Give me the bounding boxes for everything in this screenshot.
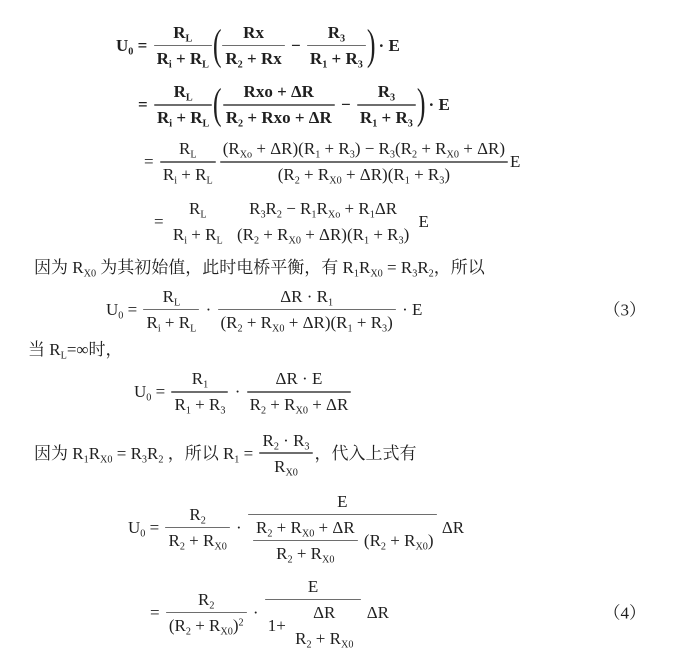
fraction <box>218 286 396 333</box>
equation-3 <box>106 286 676 333</box>
math-text: = <box>150 602 164 622</box>
equation-4 <box>150 576 676 649</box>
subscript: 3 <box>304 441 310 453</box>
math-text: · <box>248 602 263 622</box>
subscript: X0 <box>446 149 459 161</box>
math-text: $R_L$ <box>173 23 193 45</box>
subscript: 2 <box>253 235 260 247</box>
math-text: − <box>336 95 355 115</box>
math-text: $R_i + R_L$ <box>146 312 197 335</box>
subscript: 2 <box>200 515 206 527</box>
fraction-numerator <box>220 138 508 159</box>
subscript: 1 <box>322 59 328 71</box>
subscript: 2 <box>294 175 300 187</box>
subscript: 2 <box>273 441 279 453</box>
equation-step-substitute-rxo <box>138 81 676 128</box>
math-text <box>228 211 232 232</box>
fraction-denominator <box>265 602 362 649</box>
subscript: 1 <box>328 297 334 309</box>
subscript: 2 <box>185 626 191 638</box>
subscript: 2 <box>179 541 185 553</box>
fraction-numerator <box>305 576 321 597</box>
subscript: 0 <box>128 46 134 58</box>
fraction-bar <box>222 45 284 47</box>
math-text: = <box>154 211 168 231</box>
fraction-numerator <box>170 22 195 43</box>
fraction-denominator <box>218 312 396 333</box>
subscript: X0 <box>214 541 227 553</box>
fraction-numerator <box>277 286 336 307</box>
big-close-paren: ) <box>366 20 376 69</box>
fraction-bar <box>170 220 226 222</box>
subscript: 3 <box>412 268 418 280</box>
subscript: X0 <box>415 541 428 553</box>
math-text: 当 $R_L=\infty$时， <box>28 340 123 362</box>
math-text: $R_2 + R_{X0} + \Delta R$ <box>249 395 349 417</box>
subscript: 2 <box>267 528 273 540</box>
subscript: 3 <box>260 209 266 221</box>
fraction-numerator <box>186 504 208 525</box>
fraction-bar <box>357 104 416 106</box>
fraction-denominator <box>165 530 229 551</box>
math-text: ΔR <box>438 517 465 537</box>
subscript: 2 <box>238 118 244 130</box>
subscript: L <box>202 59 209 71</box>
subscript: 1 <box>404 175 410 187</box>
fraction-bar <box>292 625 356 627</box>
fraction <box>265 576 362 649</box>
text-bridge-balance-condition <box>34 257 676 278</box>
fraction-denominator <box>292 628 356 649</box>
math-row <box>134 368 353 415</box>
subscript: 2 <box>237 323 243 335</box>
fraction-denominator <box>154 48 212 69</box>
fraction <box>154 81 212 128</box>
math-text: $R_{X0}$ <box>274 456 298 479</box>
math-text: $R_L$ <box>178 139 197 161</box>
fraction-bar <box>160 161 216 163</box>
subscript: i <box>169 118 173 130</box>
subscript: 2 <box>276 209 282 221</box>
equation-step-common-denominator <box>144 138 676 185</box>
fraction <box>170 198 226 245</box>
fraction <box>292 602 356 649</box>
fraction-numerator <box>189 368 211 389</box>
fraction-denominator <box>170 224 226 245</box>
subscript: i <box>157 323 161 335</box>
subscript: L <box>173 297 181 309</box>
math-text: $R_2 + R_{X0}$ <box>276 543 335 566</box>
math-row <box>34 257 485 278</box>
subscript: L <box>190 323 197 335</box>
subscript: 1 <box>353 268 359 280</box>
subscript: 0 <box>118 310 124 322</box>
fraction <box>160 138 216 185</box>
subscript: X0 <box>322 554 335 566</box>
subscript: 0 <box>140 528 146 540</box>
math-text: 因为 $R_1R_{X0} = R_3R_2$ ，所以 $R_1$ = <box>34 443 258 466</box>
fraction-bar <box>259 452 312 454</box>
math-text: $(R_2 + R_{X0})^2$ <box>168 615 244 638</box>
fraction-denominator <box>166 615 247 636</box>
fraction <box>357 81 416 128</box>
subscript: X0 <box>288 235 301 247</box>
math-text: 1+ <box>267 615 291 635</box>
fraction-bar <box>171 391 228 393</box>
fraction-numerator <box>195 589 217 610</box>
subscript: 2 <box>287 554 293 566</box>
fraction-numerator <box>375 81 398 102</box>
math-text: $R_1 + R_3$ <box>359 108 413 130</box>
fraction-denominator <box>273 543 337 564</box>
fraction-bar <box>165 527 229 529</box>
fraction-denominator <box>160 164 216 185</box>
fraction-bar <box>166 612 247 614</box>
subscript: X0 <box>285 467 298 479</box>
subscript: i <box>184 235 188 247</box>
math-row <box>28 339 123 360</box>
math-text: $R_i + R_L$ <box>172 224 223 247</box>
subscript: 3 <box>339 33 346 45</box>
fraction-numerator <box>253 517 358 538</box>
subscript: 1 <box>83 454 89 466</box>
math-row <box>154 198 429 245</box>
fraction-numerator <box>325 22 348 43</box>
fraction-denominator <box>357 107 416 128</box>
fraction-bar <box>220 161 508 163</box>
math-row <box>144 138 520 185</box>
math-row <box>116 22 400 69</box>
fraction-numerator <box>273 368 326 389</box>
math-text: $R_1 + R_3$ <box>309 48 363 71</box>
equations-container <box>0 22 676 649</box>
fraction <box>307 22 366 69</box>
math-text: $R_2$ <box>189 504 206 527</box>
fraction-bar <box>218 309 396 311</box>
fraction-denominator <box>143 312 199 333</box>
math-row <box>106 286 422 333</box>
math-text: · <box>201 299 216 319</box>
math-text: $R_2 \cdot R_3$ <box>262 430 310 453</box>
math-text: − <box>286 35 305 55</box>
math-text: $R_3$ <box>327 23 346 45</box>
math-row <box>251 517 434 564</box>
fraction-numerator <box>246 198 400 219</box>
fraction-bar <box>248 514 437 516</box>
math-text: Rx <box>243 23 264 42</box>
math-text: $U_0$ = <box>134 382 170 404</box>
math-text: E <box>307 576 319 596</box>
equation-u0-definition <box>116 22 676 69</box>
big-close-paren: ) <box>416 80 426 129</box>
math-text: = <box>138 95 152 115</box>
fraction <box>223 81 335 128</box>
subscript: Xo <box>327 209 341 221</box>
subscript: 3 <box>357 59 363 71</box>
math-text: $(R_2 + R_{X0} + \Delta R)(R_1 + R_3)$ <box>236 224 410 247</box>
subscript: 3 <box>389 92 396 104</box>
math-text: · E <box>424 95 450 115</box>
subscript: 3 <box>439 175 445 187</box>
fraction-bar <box>253 540 358 542</box>
math-row <box>34 430 417 477</box>
math-row <box>138 81 450 128</box>
fraction-bar <box>223 104 335 106</box>
fraction <box>220 138 508 185</box>
subscript: 3 <box>389 149 395 161</box>
math-row <box>268 602 359 649</box>
fraction <box>248 491 437 564</box>
math-text: E <box>337 491 348 511</box>
math-text: $U_0$ = <box>128 517 164 540</box>
equation-number: （3） <box>603 299 646 319</box>
fraction-numerator <box>259 430 312 451</box>
fraction-denominator <box>171 394 228 415</box>
subscript: 3 <box>220 405 226 417</box>
math-text: $R_i + R_L$ <box>162 165 213 187</box>
fraction-numerator <box>160 286 184 307</box>
subscript: 1 <box>347 323 353 335</box>
subscript: i <box>174 175 178 187</box>
subscript: 2 <box>158 454 164 466</box>
math-text: $R_i + R_L$ <box>156 108 210 130</box>
math-text: $(R_2 + R_{X0} + \Delta R)(R_1 + R_3)$ <box>220 312 393 335</box>
fraction-bar <box>234 220 412 222</box>
equation-number: （4） <box>603 602 646 622</box>
math-text: ，代入上式有 <box>314 443 417 463</box>
math-text: ΔR <box>363 602 390 622</box>
fraction-numerator <box>334 491 350 512</box>
subscript: 1 <box>372 118 378 130</box>
math-text: E <box>510 152 521 172</box>
subscript: 1 <box>311 209 317 221</box>
subscript: X0 <box>83 268 97 280</box>
subscript: X0 <box>295 405 308 417</box>
fraction <box>247 368 352 415</box>
fraction <box>143 286 199 333</box>
fraction-numerator <box>241 81 317 102</box>
subscript: L <box>200 209 207 221</box>
superscript: 2 <box>238 617 244 629</box>
subscript: 3 <box>398 235 404 247</box>
fraction-denominator <box>248 517 437 564</box>
subscript: L <box>60 350 67 362</box>
subscript: 2 <box>209 600 215 612</box>
subscript: 2 <box>237 59 243 71</box>
math-text: $R_2 + R_{X0}$ <box>295 628 354 651</box>
math-row <box>128 491 464 564</box>
subscript: X0 <box>340 639 354 651</box>
subscript: L <box>216 235 223 247</box>
fraction-denominator <box>247 394 352 415</box>
math-text: $R_1$ <box>191 369 209 391</box>
fraction-bar <box>143 309 199 311</box>
math-text: $U_0$ = <box>116 35 152 58</box>
text-substitute-r1 <box>34 430 676 477</box>
math-row <box>150 576 389 649</box>
math-text: $R_L$ <box>162 287 181 309</box>
fraction-numerator <box>240 22 267 43</box>
subscript: 1 <box>315 149 321 161</box>
subscript: 2 <box>306 639 312 651</box>
subscript: 3 <box>382 323 388 335</box>
math-text: $R_i + R_L$ <box>156 48 209 71</box>
equation-u0-rl-infinite <box>134 368 676 415</box>
math-text: $R_L$ <box>188 198 207 221</box>
subscript: L <box>190 149 197 161</box>
equation-step-simplified-numerator <box>154 198 676 245</box>
math-text: E <box>414 211 429 231</box>
fraction <box>259 430 312 477</box>
math-text: $\Delta R \cdot R_1$ <box>280 287 334 309</box>
math-text: · E <box>374 35 400 55</box>
math-text: Rxo + ΔR <box>243 82 314 102</box>
fraction <box>166 589 247 636</box>
math-text: $R_L$ <box>173 82 193 104</box>
subscript: 1 <box>185 405 191 417</box>
fraction <box>253 517 358 564</box>
fraction-bar <box>265 599 362 601</box>
fraction <box>165 504 229 551</box>
fraction-numerator <box>171 81 196 102</box>
fraction-denominator <box>154 107 212 128</box>
math-text: $R_1 + R_3$ <box>174 395 226 417</box>
subscript: 2 <box>428 268 434 280</box>
math-text: = <box>144 152 158 172</box>
math-text: 因为 $R_{X0}$ 为其初始值，此时电桥平衡，有 $R_1R_{X0} = R_3R_2$，所以 <box>34 257 485 280</box>
math-text: · <box>231 517 246 537</box>
math-text: · E <box>397 299 423 319</box>
subscript: 2 <box>260 405 267 417</box>
subscript: 1 <box>203 380 209 391</box>
fraction-denominator <box>307 48 366 69</box>
math-text: $R_2$ <box>198 589 215 612</box>
subscript: 1 <box>363 235 370 247</box>
fraction <box>222 22 284 69</box>
fraction-numerator <box>186 198 210 219</box>
subscript: L <box>185 33 193 45</box>
math-text: $(R_2 + R_{X0} + \Delta R)(R_1 + R_3)$ <box>277 165 451 187</box>
math-text: $(R_{Xo} + \Delta R)(R_1 + R_3) - R_3(R_2 + R_{X0} + \Delta R)$ <box>222 139 506 161</box>
fraction-denominator <box>271 456 301 477</box>
subscript: 3 <box>141 454 148 466</box>
math-text: ΔR <box>313 602 336 622</box>
math-text: $R_3R_2 - R_1R_{Xo} + R_1\Delta R$ <box>249 198 398 221</box>
math-text: $R_2 + R_{X0}$ <box>168 530 227 553</box>
text-when-rl-infinite <box>28 339 676 360</box>
fraction <box>171 368 228 415</box>
fraction-bar <box>154 104 212 106</box>
subscript: 1 <box>234 454 240 466</box>
fraction-numerator <box>310 602 338 623</box>
subscript: L <box>185 92 193 104</box>
subscript: 3 <box>407 118 413 130</box>
math-text: $R_2$ + Rxo + ΔR <box>225 108 332 130</box>
equation-u0-after-substitution <box>128 491 676 564</box>
subscript: X0 <box>272 323 285 335</box>
fraction-denominator <box>222 48 284 69</box>
math-text: $R_2 + R_{X0} + \Delta R$ <box>255 517 355 540</box>
fraction <box>154 22 212 69</box>
math-text: · <box>230 382 245 402</box>
fraction-bar <box>307 45 366 47</box>
math-text: $U_0$ = <box>106 299 142 322</box>
math-text: $(R_2 + R_{X0})$ <box>359 530 434 553</box>
subscript: L <box>202 118 210 130</box>
subscript: i <box>168 59 172 71</box>
subscript: X0 <box>370 268 383 280</box>
subscript: X0 <box>301 528 315 540</box>
fraction-denominator <box>223 107 335 128</box>
subscript: 1 <box>369 209 375 221</box>
subscript: X0 <box>220 626 233 638</box>
fraction-denominator <box>275 164 453 185</box>
math-text: ΔR · E <box>275 369 323 389</box>
subscript: 0 <box>146 392 152 404</box>
subscript: 2 <box>380 541 386 553</box>
fraction <box>234 198 412 245</box>
subscript: L <box>206 175 213 187</box>
math-text: $R_2 + Rx$ <box>225 48 282 71</box>
math-text: $R_3$ <box>377 82 396 104</box>
big-open-paren: ( <box>212 20 222 69</box>
fraction-bar <box>154 45 212 47</box>
subscript: 2 <box>412 149 418 161</box>
subscript: 3 <box>349 149 355 161</box>
fraction-bar <box>247 391 352 393</box>
big-open-paren: ( <box>213 80 222 129</box>
subscript: Xo <box>239 149 253 161</box>
fraction-numerator <box>176 138 200 159</box>
subscript: X0 <box>329 175 342 187</box>
fraction-denominator <box>234 224 412 245</box>
subscript: X0 <box>100 454 113 466</box>
